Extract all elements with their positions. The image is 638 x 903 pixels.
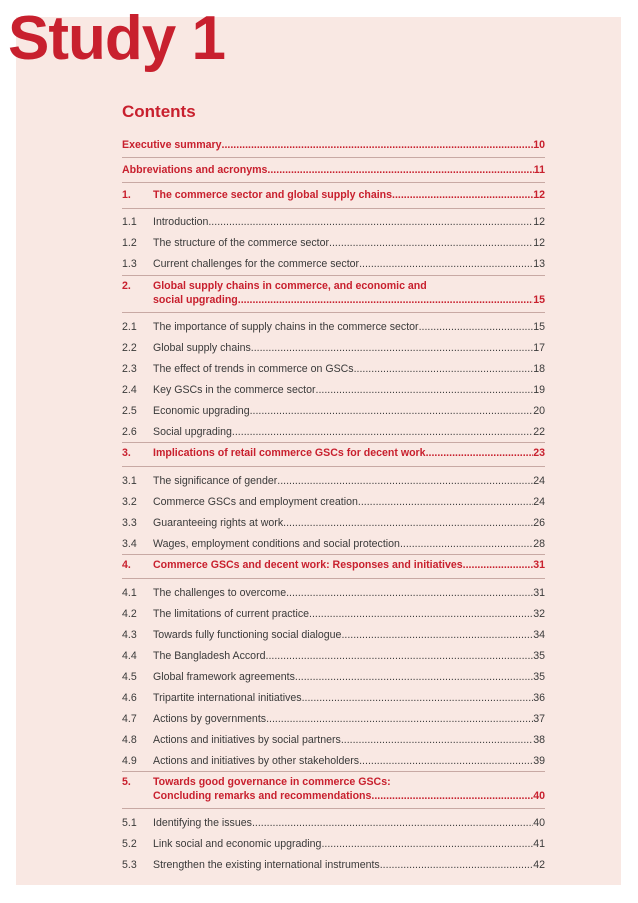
- toc-entry[interactable]: [122, 624, 545, 645]
- toc-entry-title: Tripartite international initiatives: [153, 692, 302, 704]
- toc-entry-number: 1.2: [122, 237, 137, 249]
- dot-leader: [419, 320, 534, 334]
- toc-entry-page: 34: [533, 629, 545, 641]
- toc-entry-number: 4.4: [122, 650, 137, 662]
- toc-entry-page: 36: [533, 692, 545, 704]
- toc-entry[interactable]: [122, 358, 545, 379]
- toc-entry[interactable]: [122, 337, 545, 358]
- toc-entry-title: Implications of retail commerce GSCs for decent work: [153, 447, 426, 459]
- toc-entry[interactable]: [122, 379, 545, 400]
- toc-entry[interactable]: [122, 729, 545, 750]
- toc-entry-page: 13: [533, 258, 545, 270]
- dot-leader: [222, 138, 534, 152]
- toc-entry-page: 20: [533, 405, 545, 417]
- toc-entry-number: 3.4: [122, 538, 137, 550]
- dot-leader: [267, 163, 533, 177]
- toc-entry-page: 38: [533, 734, 545, 746]
- toc-entry-title: The challenges to overcome: [153, 587, 287, 599]
- toc-entry-page: 24: [533, 475, 545, 487]
- toc-entry-page: 41: [533, 838, 545, 850]
- toc-entry-page: 12: [533, 189, 545, 201]
- toc-entry-number: 2.5: [122, 405, 137, 417]
- dot-leader: [380, 858, 533, 872]
- dot-leader: [266, 712, 533, 726]
- toc-entry-page: 17: [533, 342, 545, 354]
- dot-leader: [321, 837, 533, 851]
- toc-entry-number: 2.2: [122, 342, 137, 354]
- toc-entry[interactable]: [122, 466, 545, 491]
- dot-leader: [426, 446, 534, 460]
- toc-entry-title: Towards fully functioning social dialogue: [153, 629, 342, 641]
- toc-entry[interactable]: [122, 645, 545, 666]
- toc-entry[interactable]: [122, 708, 545, 729]
- toc-entry-number: 4.5: [122, 671, 137, 683]
- dot-leader: [266, 649, 534, 663]
- toc-entry[interactable]: [122, 157, 545, 182]
- toc-entry-page: 37: [533, 713, 545, 725]
- dot-leader: [354, 362, 534, 376]
- toc-entry-title: The effect of trends in commerce on GSCs: [153, 363, 354, 375]
- toc-entry-page: 11: [533, 164, 545, 176]
- toc-entry[interactable]: [122, 808, 545, 833]
- dot-leader: [208, 215, 533, 229]
- toc-entry-number: 4.9: [122, 755, 137, 767]
- toc-entry-title: Guaranteeing rights at work: [153, 517, 284, 529]
- toc-entry-number: 4.8: [122, 734, 137, 746]
- toc-entry-title: social upgrading: [153, 294, 238, 306]
- toc-entry-number: 1.3: [122, 258, 137, 270]
- toc-entry[interactable]: [122, 208, 545, 232]
- toc-entry-number: 1.: [122, 189, 131, 201]
- dot-leader: [316, 383, 534, 397]
- dot-leader: [309, 607, 533, 621]
- toc-entry-page: 31: [533, 587, 545, 599]
- toc-entry[interactable]: [122, 603, 545, 624]
- toc-entry-page: 12: [533, 216, 545, 228]
- toc-entry-number: 4.3: [122, 629, 137, 641]
- toc-entry-page: 42: [533, 859, 545, 871]
- toc-entry-title-line1: Global supply chains in commerce, and economic and: [153, 280, 427, 292]
- toc-entry-page: 35: [533, 671, 545, 683]
- toc-entry-number: 5.1: [122, 817, 137, 829]
- dot-leader: [238, 293, 533, 307]
- toc-entry-title: Economic upgrading: [153, 405, 250, 417]
- dot-leader: [371, 789, 533, 803]
- toc-entry-page: 24: [533, 496, 545, 508]
- toc-entry-page: 39: [533, 755, 545, 767]
- toc-entry-title: Concluding remarks and recommendations: [153, 790, 372, 802]
- toc-entry-title: Global framework agreements: [153, 671, 295, 683]
- dot-leader: [250, 404, 534, 418]
- toc-entry-number: 3.1: [122, 475, 137, 487]
- toc-entry[interactable]: [122, 854, 545, 875]
- dot-leader: [329, 236, 533, 250]
- toc-entry-title: Actions by governments: [153, 713, 267, 725]
- toc-entry-page: 19: [533, 384, 545, 396]
- dot-leader: [277, 474, 533, 488]
- toc-entry-title: Wages, employment conditions and social protection: [153, 538, 400, 550]
- toc-entry-title: The Bangladesh Accord: [153, 650, 266, 662]
- toc-entry-title: Global supply chains: [153, 342, 251, 354]
- toc-entry-page: 18: [533, 363, 545, 375]
- toc-entry-page: 35: [533, 650, 545, 662]
- toc-entry-number: 2.1: [122, 321, 137, 333]
- dot-leader: [400, 537, 533, 551]
- toc-entry-number: 2.3: [122, 363, 137, 375]
- toc-entry-number: 2.4: [122, 384, 137, 396]
- toc-entry-page: 28: [533, 538, 545, 550]
- table-of-contents: [122, 134, 545, 875]
- toc-entry-page: 31: [533, 559, 545, 571]
- dot-leader: [341, 733, 533, 747]
- toc-entry-number: 4.2: [122, 608, 137, 620]
- toc-entry[interactable]: [122, 666, 545, 687]
- dot-leader: [463, 558, 534, 572]
- toc-entry-page: 22: [533, 426, 545, 438]
- toc-entry-number: 4.: [122, 559, 131, 571]
- toc-entry-title: Strengthen the existing international instruments: [153, 859, 380, 871]
- toc-entry[interactable]: [122, 833, 545, 854]
- toc-entry[interactable]: [122, 554, 545, 578]
- toc-entry-page: 32: [533, 608, 545, 620]
- toc-entry-number: 2.6: [122, 426, 137, 438]
- toc-entry[interactable]: [122, 442, 545, 466]
- toc-entry[interactable]: [122, 750, 545, 771]
- dot-leader: [392, 188, 533, 202]
- toc-entry-number: 5.3: [122, 859, 137, 871]
- dot-leader: [295, 670, 533, 684]
- toc-entry-page: 15: [533, 294, 545, 306]
- toc-entry[interactable]: [122, 134, 545, 157]
- dot-leader: [286, 586, 533, 600]
- toc-entry-title: Commerce GSCs and employment creation: [153, 496, 358, 508]
- toc-entry-title: Actions and initiatives by other stakeholders: [153, 755, 360, 767]
- toc-entry[interactable]: [122, 687, 545, 708]
- toc-entry[interactable]: [122, 312, 545, 337]
- toc-entry-title: Abbreviations and acronyms: [122, 164, 268, 176]
- toc-entry[interactable]: [122, 578, 545, 603]
- dot-leader: [302, 691, 534, 705]
- toc-entry-page: 12: [533, 237, 545, 249]
- toc-entry-title: The importance of supply chains in the commerce sector: [153, 321, 419, 333]
- toc-entry-page: 40: [533, 790, 545, 802]
- toc-entry[interactable]: [122, 182, 545, 208]
- study-title: Study 1: [8, 4, 225, 73]
- dot-leader: [232, 425, 533, 439]
- toc-entry-number: 1.1: [122, 216, 137, 228]
- toc-entry-number: 4.1: [122, 587, 137, 599]
- toc-entry-title: The structure of the commerce sector: [153, 237, 330, 249]
- toc-entry-number: 2.: [122, 280, 131, 292]
- toc-entry[interactable]: [122, 253, 545, 275]
- toc-entry-title: Introduction: [153, 216, 209, 228]
- toc-entry[interactable]: [122, 400, 545, 421]
- contents-heading: Contents: [122, 102, 196, 121]
- toc-entry-title: Link social and economic upgrading: [153, 838, 322, 850]
- dot-leader: [358, 495, 533, 509]
- toc-entry-number: 3.2: [122, 496, 137, 508]
- toc-entry-title: Commerce GSCs and decent work: Responses and initiatives: [153, 559, 463, 571]
- toc-entry-page: 10: [533, 139, 545, 151]
- dot-leader: [341, 628, 533, 642]
- toc-entry[interactable]: [122, 275, 545, 312]
- toc-entry-number: 3.: [122, 447, 131, 459]
- toc-entry[interactable]: [122, 771, 545, 808]
- toc-entry[interactable]: [122, 421, 545, 442]
- toc-entry-number: 5.2: [122, 838, 137, 850]
- dot-leader: [359, 754, 533, 768]
- dot-leader: [283, 516, 533, 530]
- toc-entry-title: The commerce sector and global supply chains: [153, 189, 393, 201]
- toc-entry-number: 5.: [122, 776, 131, 788]
- toc-entry-title: Executive summary: [122, 139, 222, 151]
- toc-entry-title: Social upgrading: [153, 426, 232, 438]
- dot-leader: [359, 257, 533, 271]
- toc-entry-title: The limitations of current practice: [153, 608, 310, 620]
- toc-entry-title: Current challenges for the commerce sector: [153, 258, 360, 270]
- toc-entry-number: 4.7: [122, 713, 137, 725]
- toc-entry-title: Actions and initiatives by social partners: [153, 734, 341, 746]
- toc-entry[interactable]: [122, 232, 545, 253]
- toc-entry-title: Identifying the issues: [153, 817, 252, 829]
- toc-entry-number: 3.3: [122, 517, 137, 529]
- toc-entry-title: Key GSCs in the commerce sector: [153, 384, 316, 396]
- toc-entry-title-line1: Towards good governance in commerce GSCs:: [153, 776, 391, 788]
- dot-leader: [252, 816, 533, 830]
- dot-leader: [251, 341, 533, 355]
- toc-entry-page: 26: [533, 517, 545, 529]
- toc-entry[interactable]: [122, 491, 545, 512]
- toc-entry-number: 4.6: [122, 692, 137, 704]
- toc-entry[interactable]: [122, 512, 545, 533]
- toc-entry-page: 23: [533, 447, 545, 459]
- toc-entry-title: The significance of gender: [153, 475, 278, 487]
- toc-entry[interactable]: [122, 533, 545, 554]
- toc-entry-page: 15: [533, 321, 545, 333]
- toc-entry-page: 40: [533, 817, 545, 829]
